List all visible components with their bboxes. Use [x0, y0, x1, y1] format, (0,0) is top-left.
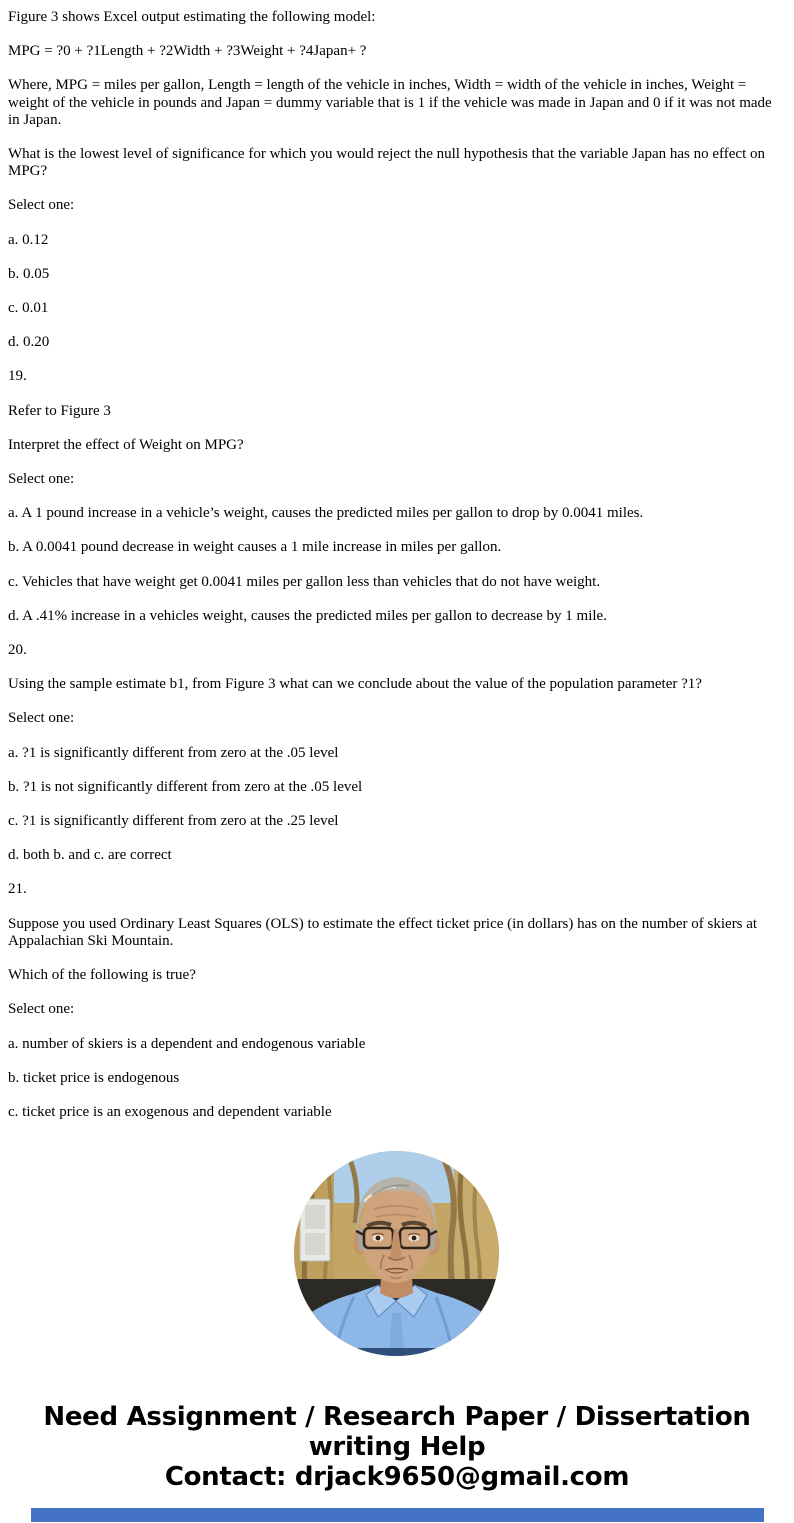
variable-definitions: Where, MPG = miles per gallon, Length = length of the vehicle in inches, Width = width of the vehicle in inches, Weight = weight of the vehicle in pounds and Japan = dummy variable that is 1 if the vehicle was made in Japan and 0 if it was not made in Japan. [8, 77, 772, 128]
option-q19-d[interactable]: d. A .41% increase in a vehicles weight, causes the predicted miles per gallon to decrease by 1 mile. [8, 607, 607, 624]
question-20-prompt: Using the sample estimate b1, from Figure 3 what can we conclude about the value of the population parameter ?1? [8, 676, 702, 693]
option-q18-c[interactable]: c. 0.01 [8, 300, 49, 317]
model-equation: MPG = ?0 + ?1Length + ?2Width + ?3Weight + ?4Japan+ ? [8, 43, 367, 60]
question-18-prompt: What is the lowest level of significance for which you would reject the null hypothesis that the variable Japan has no effect on MPG? [8, 146, 765, 180]
footer-contact-email: Contact: drjack9650@gmail.com [164, 1462, 630, 1492]
question-19-number: 19. [8, 368, 27, 385]
option-q18-d[interactable]: d. 0.20 [8, 334, 50, 351]
select-one-label-q21: Select one: [8, 1001, 75, 1018]
bottom-accent-bar [31, 1508, 764, 1522]
option-q21-b[interactable]: b. ticket price is endogenous [8, 1069, 180, 1086]
promo-footer [0, 1402, 794, 1492]
option-q20-c[interactable]: c. ?1 is significantly different from zero at the .25 level [8, 813, 339, 830]
tutor-portrait-image [294, 1151, 499, 1356]
select-one-label-q18: Select one: [8, 197, 75, 214]
option-q19-c[interactable]: c. Vehicles that have weight get 0.0041 miles per gallon less than vehicles that do not have weight. [8, 573, 601, 590]
option-q21-a[interactable]: a. number of skiers is a dependent and endogenous variable [8, 1035, 366, 1052]
footer-heading-line-2: writing Help [308, 1432, 486, 1462]
tutor-avatar [294, 1151, 499, 1356]
option-q19-b[interactable]: b. A 0.0041 pound decrease in weight causes a 1 mile increase in miles per gallon. [8, 539, 502, 556]
question-19-refer: Refer to Figure 3 [8, 402, 111, 419]
option-q20-d[interactable]: d. both b. and c. are correct [8, 847, 172, 864]
question-19-prompt: Interpret the effect of Weight on MPG? [8, 436, 244, 453]
option-q18-b[interactable]: b. 0.05 [8, 265, 50, 282]
option-q20-a[interactable]: a. ?1 is significantly different from zero at the .05 level [8, 744, 339, 761]
figure-intro-text: Figure 3 shows Excel output estimating the following model: [8, 9, 376, 25]
option-q19-a[interactable]: a. A 1 pound increase in a vehicle’s weight, causes the predicted miles per gallon to drop by 0.0041 miles. [8, 505, 644, 522]
option-q20-b[interactable]: b. ?1 is not significantly different from zero at the .05 level [8, 778, 363, 795]
question-20-number: 20. [8, 642, 27, 659]
question-21-number: 21. [8, 881, 27, 898]
select-one-label-q19: Select one: [8, 471, 75, 488]
option-q18-a[interactable]: a. 0.12 [8, 231, 49, 248]
question-21-prompt: Suppose you used Ordinary Least Squares (OLS) to estimate the effect ticket price (in dollars) has on the number of skiers at Appalachian Ski Mountain. [8, 915, 758, 949]
option-q21-c[interactable]: c. ticket price is an exogenous and dependent variable [8, 1103, 332, 1120]
footer-heading-line-1: Need Assignment / Research Paper / Dissertation [43, 1402, 751, 1432]
select-one-label-q20: Select one: [8, 710, 75, 727]
question-21-subprompt: Which of the following is true? [8, 967, 196, 984]
